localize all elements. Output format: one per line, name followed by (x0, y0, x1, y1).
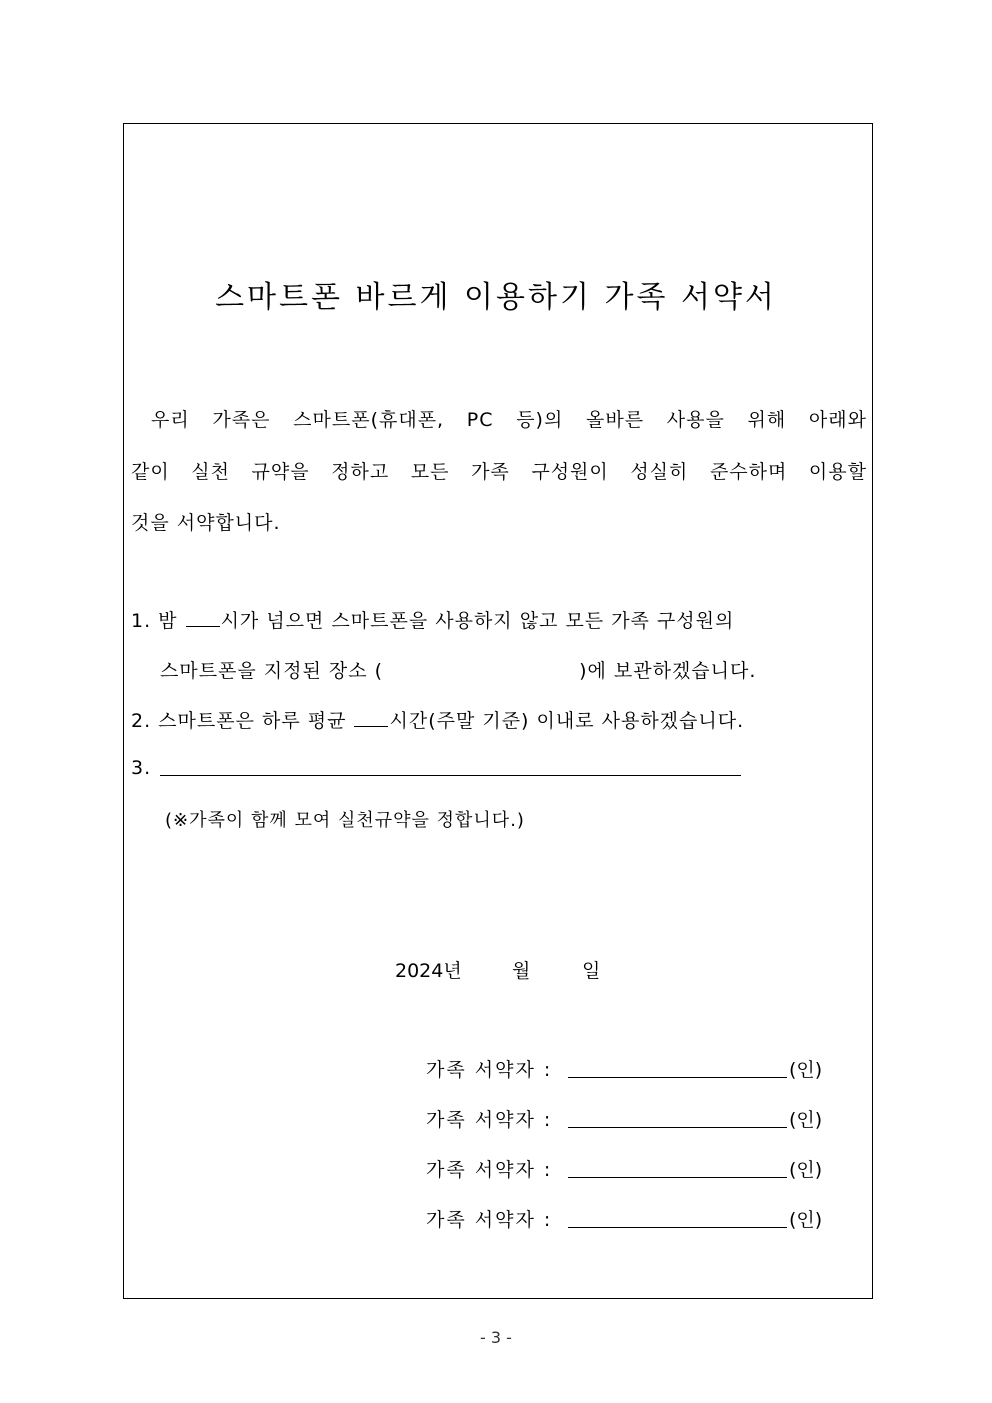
rule-3-blank-line[interactable] (160, 775, 741, 776)
rule-3-number: 3. (131, 757, 152, 779)
signer-line-3[interactable] (568, 1177, 787, 1178)
seal-mark-2: (인) (789, 1109, 823, 1131)
intro-line-1: 우리 가족은 스마트폰(휴대폰, PC 등)의 올바른 사용을 위해 아래와 (151, 409, 867, 431)
rule-1-suffix: 시가 넘으면 스마트폰을 사용하지 않고 모든 가족 구성원의 (220, 610, 735, 632)
rule-note: (※가족이 함께 모여 실천규약을 정합니다.) (165, 810, 525, 831)
document-title: 스마트폰 바르게 이용하기 가족 서약서 (215, 280, 777, 315)
page-number: - 3 - (480, 1328, 512, 1347)
rule-1-hour-blank[interactable] (186, 608, 220, 627)
signer-label-4: 가족 서약자 : (426, 1209, 553, 1231)
rule-2-suffix: 시간(주말 기준) 이내로 사용하겠습니다. (389, 710, 745, 732)
seal-mark-3: (인) (789, 1159, 823, 1181)
rule-1-place-prefix: 스마트폰을 지정된 장소 ( (160, 660, 384, 682)
rule-1 (131, 606, 734, 633)
date-year: 2024년 (395, 960, 462, 982)
rule-1-prefix: 1. 밤 (131, 610, 178, 632)
seal-mark-1: (인) (789, 1059, 823, 1081)
rule-2 (131, 706, 744, 733)
rule-2-hours-blank[interactable] (354, 708, 388, 727)
date-day: 일 (582, 960, 601, 982)
rule-1-line-2 (160, 656, 756, 683)
signer-line-1[interactable] (568, 1077, 787, 1078)
intro-line-3: 것을 서약합니다. (131, 512, 281, 534)
signer-line-4[interactable] (568, 1227, 787, 1228)
seal-mark-4: (인) (789, 1209, 823, 1231)
signer-label-3: 가족 서약자 : (426, 1159, 553, 1181)
signer-line-2[interactable] (568, 1127, 787, 1128)
signer-label-1: 가족 서약자 : (426, 1059, 553, 1081)
date-month: 월 (512, 960, 531, 982)
rule-2-prefix: 2. 스마트폰은 하루 평균 (131, 710, 347, 732)
rule-1-place-suffix: )에 보관하겠습니다. (579, 660, 757, 682)
intro-line-2: 같이 실천 규약을 정하고 모든 가족 구성원이 성실히 준수하며 이용할 (131, 461, 867, 483)
signer-label-2: 가족 서약자 : (426, 1109, 553, 1131)
